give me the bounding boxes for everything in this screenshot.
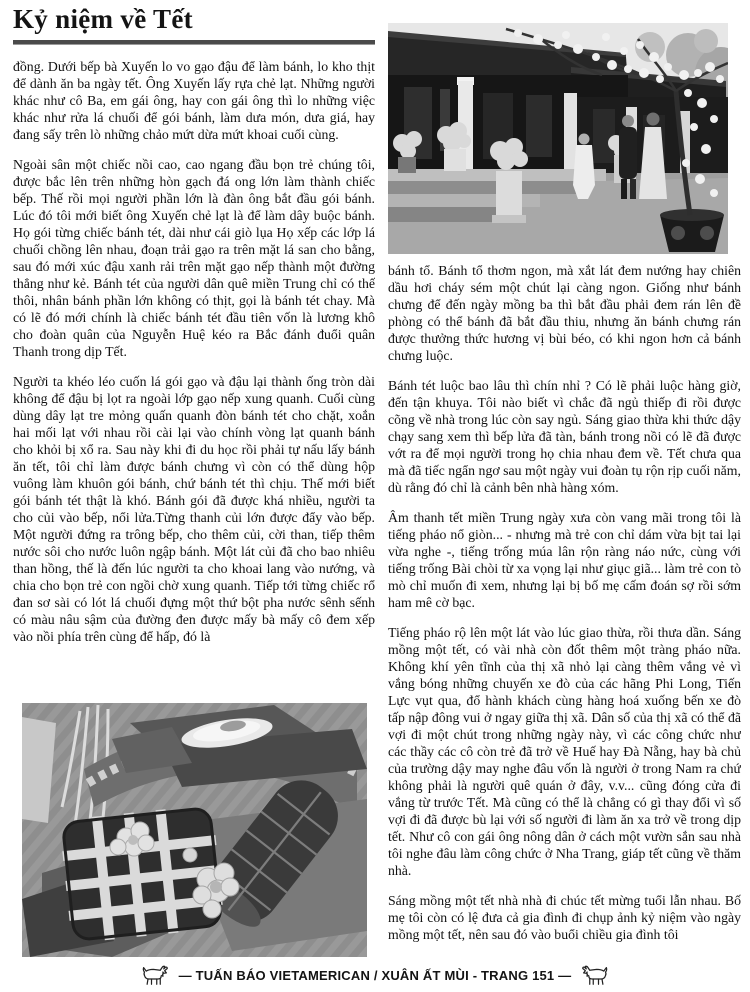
footer-text: — TUẤN BÁO VIETAMERICAN / XUÂN ẤT MÙI - TRANG 151 — xyxy=(178,967,572,983)
title-underline-rule xyxy=(13,40,375,45)
footer xyxy=(0,962,750,988)
page-title: Kỷ niệm về Tết xyxy=(13,4,193,34)
goat-icon xyxy=(580,965,610,986)
paragraph: Người ta khéo léo cuốn lá gói gạo và đậu lại thành ống tròn dài không để đậu bị lọt ra ngoài lớp gạo nếp xung quanh. Cuối cùng dùng dây lạt tre mỏng quấn quanh đòn bánh tét cho chặt, xoắn hai mối lạt với nhau rồi cài lại vào chính vòng lạt quanh bánh cho khỏi bị xổ ra. Sau này khi đi du học rồi phải tự nấu lấy bánh ăn tết, tôi chỉ làm được bánh chưng vì còn có thể dùng hộp vuông làm khuôn gói bánh, chứ bánh tét thì chịu. Thế mới biết gói bánh tét thật là khó. Bánh gói đã được khá nhiều, người ta cho củi vào bếp, nổi lửa.Từng thanh củi lớn được đẩy vào bếp. Một người đứng ra trông bếp, cho thêm củi, cời than, tiếp thêm nước sôi cho nước luôn ngập bánh. Một lát củi đã cho bao nhiêu than hồng, thế là đến lúc người ta cho khoai lang vào nướng, và chia cho bọn trẻ con ngồi chờ xung quanh. Tiếp tới từng chiếc rổ đan sơ sài có lót lá chuối đựng một thứ bột pha nước sênh sếnh có màu nâu sậm của đường đen được mấy bà mấy cô đem xếp vào nồi phía trên cùng để hấp, đó là xyxy=(13,374,375,644)
paragraph: Âm thanh tết miền Trung ngày xưa còn vang mãi trong tôi là tiếng pháo nổ giòn... - nhưng mà trẻ con chỉ dám vừa bịt tai lại vừa nghe -, tiếng trống múa lân rộn ràng náo nức, cùng với tiếng trống Bài chòi từ xa vọng lại như giục giã... làm trẻ con tò mò chỉ muốn đi xem, nhưng lại bị bố mẹ cấm đoán sợ rồi sớm ham mê cờ bạc. xyxy=(388,510,741,610)
paragraph: Bánh tét luộc bao lâu thì chín nhỉ ? Có lẽ phải luộc hàng giờ, đến tận khuya. Tôi nào biết vì chắc đã ngủ thiếp đi rồi được cõng về nhà trong lúc còn say ngủ. Sáng giao thừa khi thức dậy chạy sang xem thì bếp lửa đã tàn, bánh trong nồi có lẽ đã được vớt ra để mọi người trong họ chia nhau đem về. Tết chưa qua mà đã tiếc ngẩn ngơ sau một ngày vui đoàn tụ rộn rịp cuối năm, dù rằng đó chỉ là cảnh bên nhà hàng xóm. xyxy=(388,378,741,495)
goat-icon xyxy=(140,965,170,986)
paragraph: Sáng mồng một tết nhà nhà đi chúc tết mừng tuổi lẫn nhau. Bố mẹ tôi còn có lệ đưa cả gia đình đi chụp ảnh kỷ niệm vào ngày mồng một tết, nên sau đó vào buổi chiều gia đình tôi xyxy=(388,893,741,942)
paragraph: Tiếng pháo rộ lên một lát vào lúc giao thừa, rồi thưa dần. Sáng mồng một tết, có vài nhà còn đốt thêm một tràng pháo nữa. Không khí yên tĩnh của thị xã nhỏ lại càng thêm vắng vẻ vì vắng bóng những chuyến xe đò của các hãng Phi Long, Tiến Lực vụt qua, đổ hành khách cùng hàng hoá xuống bến xe đò tấp nập đông vui ở ngay giữa thị xã. Dân số của thị xã có thể đã vợi đi một chút trong những ngày này, vì các công chức như các thầy các cô còn trẻ đã trở về Huế hay Đà Nẵng, hay bà chủ của trường dậy may nghe đâu vốn là người ở trong Nam ra chứ không phải là người quê quán ở đây, v.v... cũng đóng cửa đi vắng từ trước Tết. Mà cũng có thể là chẳng có gì thay đổi vì số vợi đi đã được bù lại với số người đi làm ăn xa trở về trong dịp tết. Như cô con gái ông nông dân ở cách một vườn sắn sau nhà tôi nghe đâu làm công chức ở Nha Trang, giáp tết cũng về thăm nhà. xyxy=(388,625,741,878)
photo-banh-chung xyxy=(22,703,367,957)
paragraph: bánh tổ. Bánh tổ thơm ngon, mà xắt lát đem nướng hay chiên dầu hơi cháy sém một chút lại càng ngon. Giống như bánh chưng để đến ngày mồng ba thì bắt đầu phải đem rán lên đề phòng có thể bánh đã bắt đầu thiu, nhưng ăn bánh chưng rán được thưởng thức hương vị bùi béo, có khi ngon hơn cả bánh chưng luộc. xyxy=(388,263,741,363)
paragraph: Ngoài sân một chiếc nồi cao, cao ngang đầu bọn trẻ chúng tôi, được bắc lên trên những hòn gạch đá ong lớn làm thành chiếc bếp. Thế rồi mọi người phần lớn là đàn ông bắt đầu gói bánh. Lúc đó tôi mới biết ông Xuyến chẻ lạt là để làm dây buộc bánh. Họ gói từng chiếc bánh tét, dài như cái giò lụa Họ xếp các lớp lá chuối chồng lên nhau, đoạn trải gạo ra trên mặt lá san cho bằng, sau đó mới xúc đậu xanh rải trên mặt gạo nếp thành một đường thẳng như kẻ. Bánh tét của người dân quê miền Trung chỉ có thế thôi, nhân bánh phần lớn không có thịt, gọi là bánh tét chay. Mà có lẽ đó mới chính là chiếc bánh tét đầu tiên vốn là lương khô cho đoàn quân của Nguyễn Huệ kéo ra Bắc đánh đuổi quân Thanh trong dịp Tết. xyxy=(13,157,375,359)
paragraph: đồng. Dưới bếp bà Xuyến lo vo gạo đậu để làm bánh, lo kho thịt để dành ăn ba ngày tết. Ông Xuyến lấy rựa chẻ lạt. Những người khác như cô Ba, em gái ông, hay con gái ông thì lo những việc khác như rửa lá chuối để gói bánh, làm dưa món, dưa giá, hay đang sấy trên lò những chảo mứt dừa mứt khoai cuối cùng. xyxy=(13,59,375,142)
article-column-left xyxy=(13,58,375,696)
article-column-right xyxy=(388,262,741,960)
photo-courtyard-house xyxy=(388,23,728,254)
